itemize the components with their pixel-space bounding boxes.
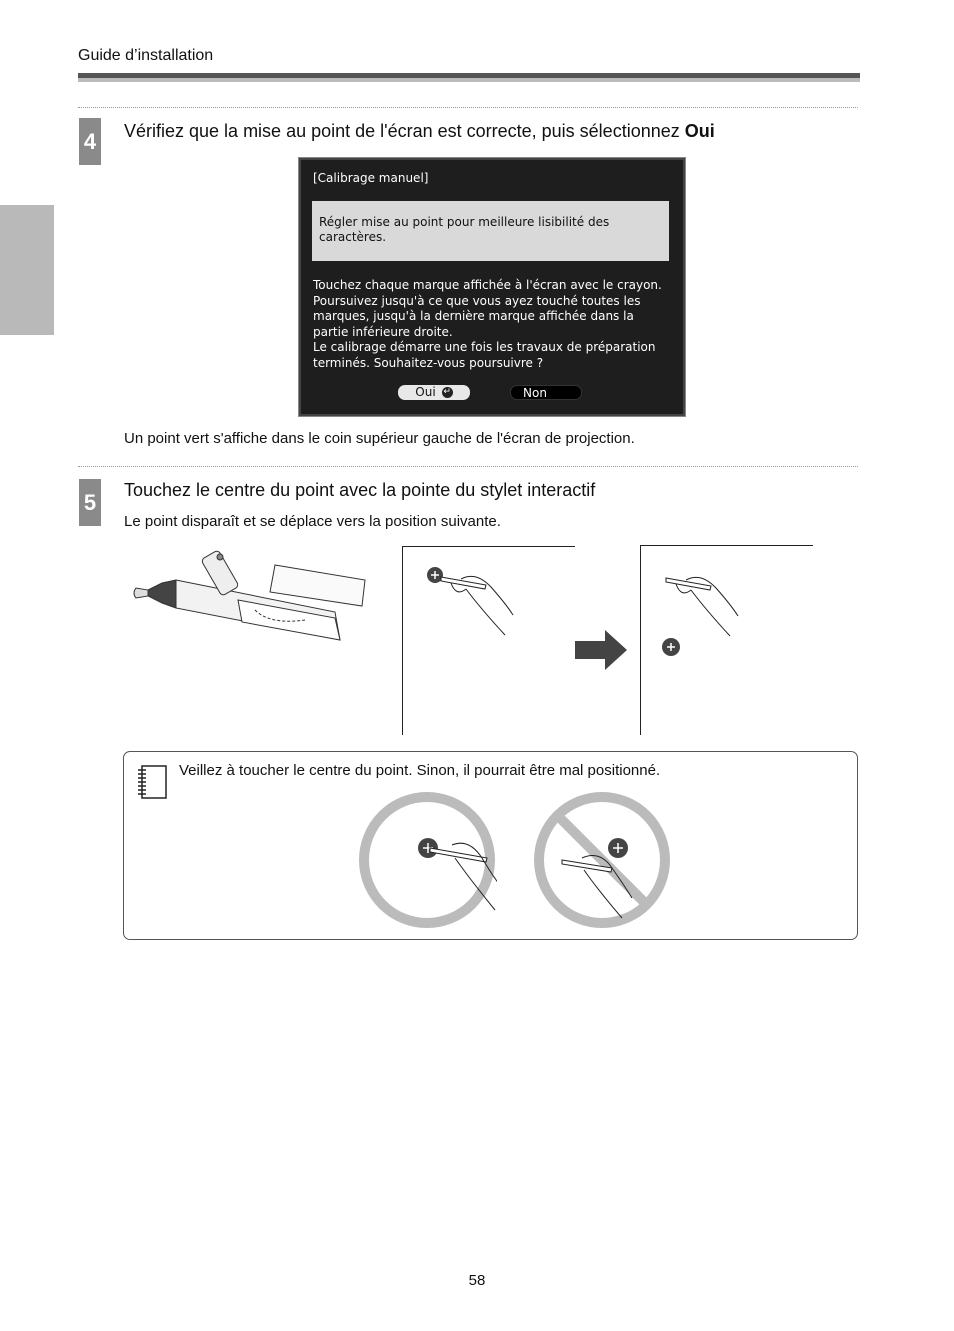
- hand-with-stylus-illustration: [661, 566, 761, 646]
- step-5-subtitle: Le point disparaît et se déplace vers la position suivante.: [124, 513, 501, 530]
- step-5-badge: 5: [79, 479, 101, 526]
- header-rule: [78, 73, 860, 82]
- oui-button-label: Oui: [415, 385, 436, 399]
- screen-before-frame: [402, 546, 575, 735]
- step-4-result-text: Un point vert s'affiche dans le coin supérieur gauche de l'écran de projection.: [124, 430, 635, 447]
- side-tab-marker: [0, 205, 54, 335]
- screen-after-frame: [640, 545, 813, 735]
- stylus-battery-illustration: [130, 540, 375, 650]
- green-dot-icon: [661, 637, 681, 657]
- dialog-line: Touchez chaque marque affichée à l'écran avec le crayon.: [313, 278, 662, 292]
- dialog-line: Le calibrage démarre une fois les travaux de préparation: [313, 340, 656, 354]
- non-button-label: Non: [523, 386, 547, 400]
- dialog-instructions: [313, 278, 675, 371]
- dialog-line: terminés. Souhaitez-vous poursuivre ?: [313, 355, 544, 370]
- section-divider: [78, 466, 858, 467]
- step-4-title-text: Vérifiez que la mise au point de l'écran est correcte, puis sélectionnez: [124, 121, 685, 141]
- section-divider: [78, 107, 858, 108]
- page-number: 58: [468, 1272, 486, 1289]
- oui-button[interactable]: [398, 385, 470, 400]
- dialog-line: partie inférieure droite.: [313, 324, 453, 339]
- non-button[interactable]: [510, 385, 582, 400]
- note-text: Veillez à toucher le centre du point. Sinon, il pourrait être mal positionné.: [179, 762, 661, 779]
- dialog-line: Poursuivez jusqu'à ce que vous ayez touché toutes les: [313, 293, 641, 308]
- enter-icon: ↵: [443, 387, 451, 397]
- hand-with-stylus-illustration: [421, 559, 521, 639]
- step-4-badge: 4: [79, 118, 101, 165]
- arrow-right-icon: [575, 630, 627, 670]
- dialog-line: marques, jusqu'à la dernière marque affichée dans la: [313, 309, 634, 323]
- correct-touch-illustration: [357, 790, 497, 930]
- incorrect-touch-illustration: [532, 790, 672, 930]
- running-header: Guide d’installation: [78, 47, 214, 64]
- note-box: [123, 751, 858, 940]
- calibration-dialog: [298, 157, 686, 417]
- step-5-title: Touchez le centre du point avec la pointe du stylet interactif: [124, 480, 596, 500]
- dialog-title: [Calibrage manuel]: [313, 171, 429, 185]
- step-4-title-bold: Oui: [684, 121, 715, 141]
- dialog-focus-message: Régler mise au point pour meilleure lisibilité des caractères.: [312, 201, 669, 261]
- step-4-title: [124, 121, 715, 142]
- notebook-icon: [136, 764, 168, 800]
